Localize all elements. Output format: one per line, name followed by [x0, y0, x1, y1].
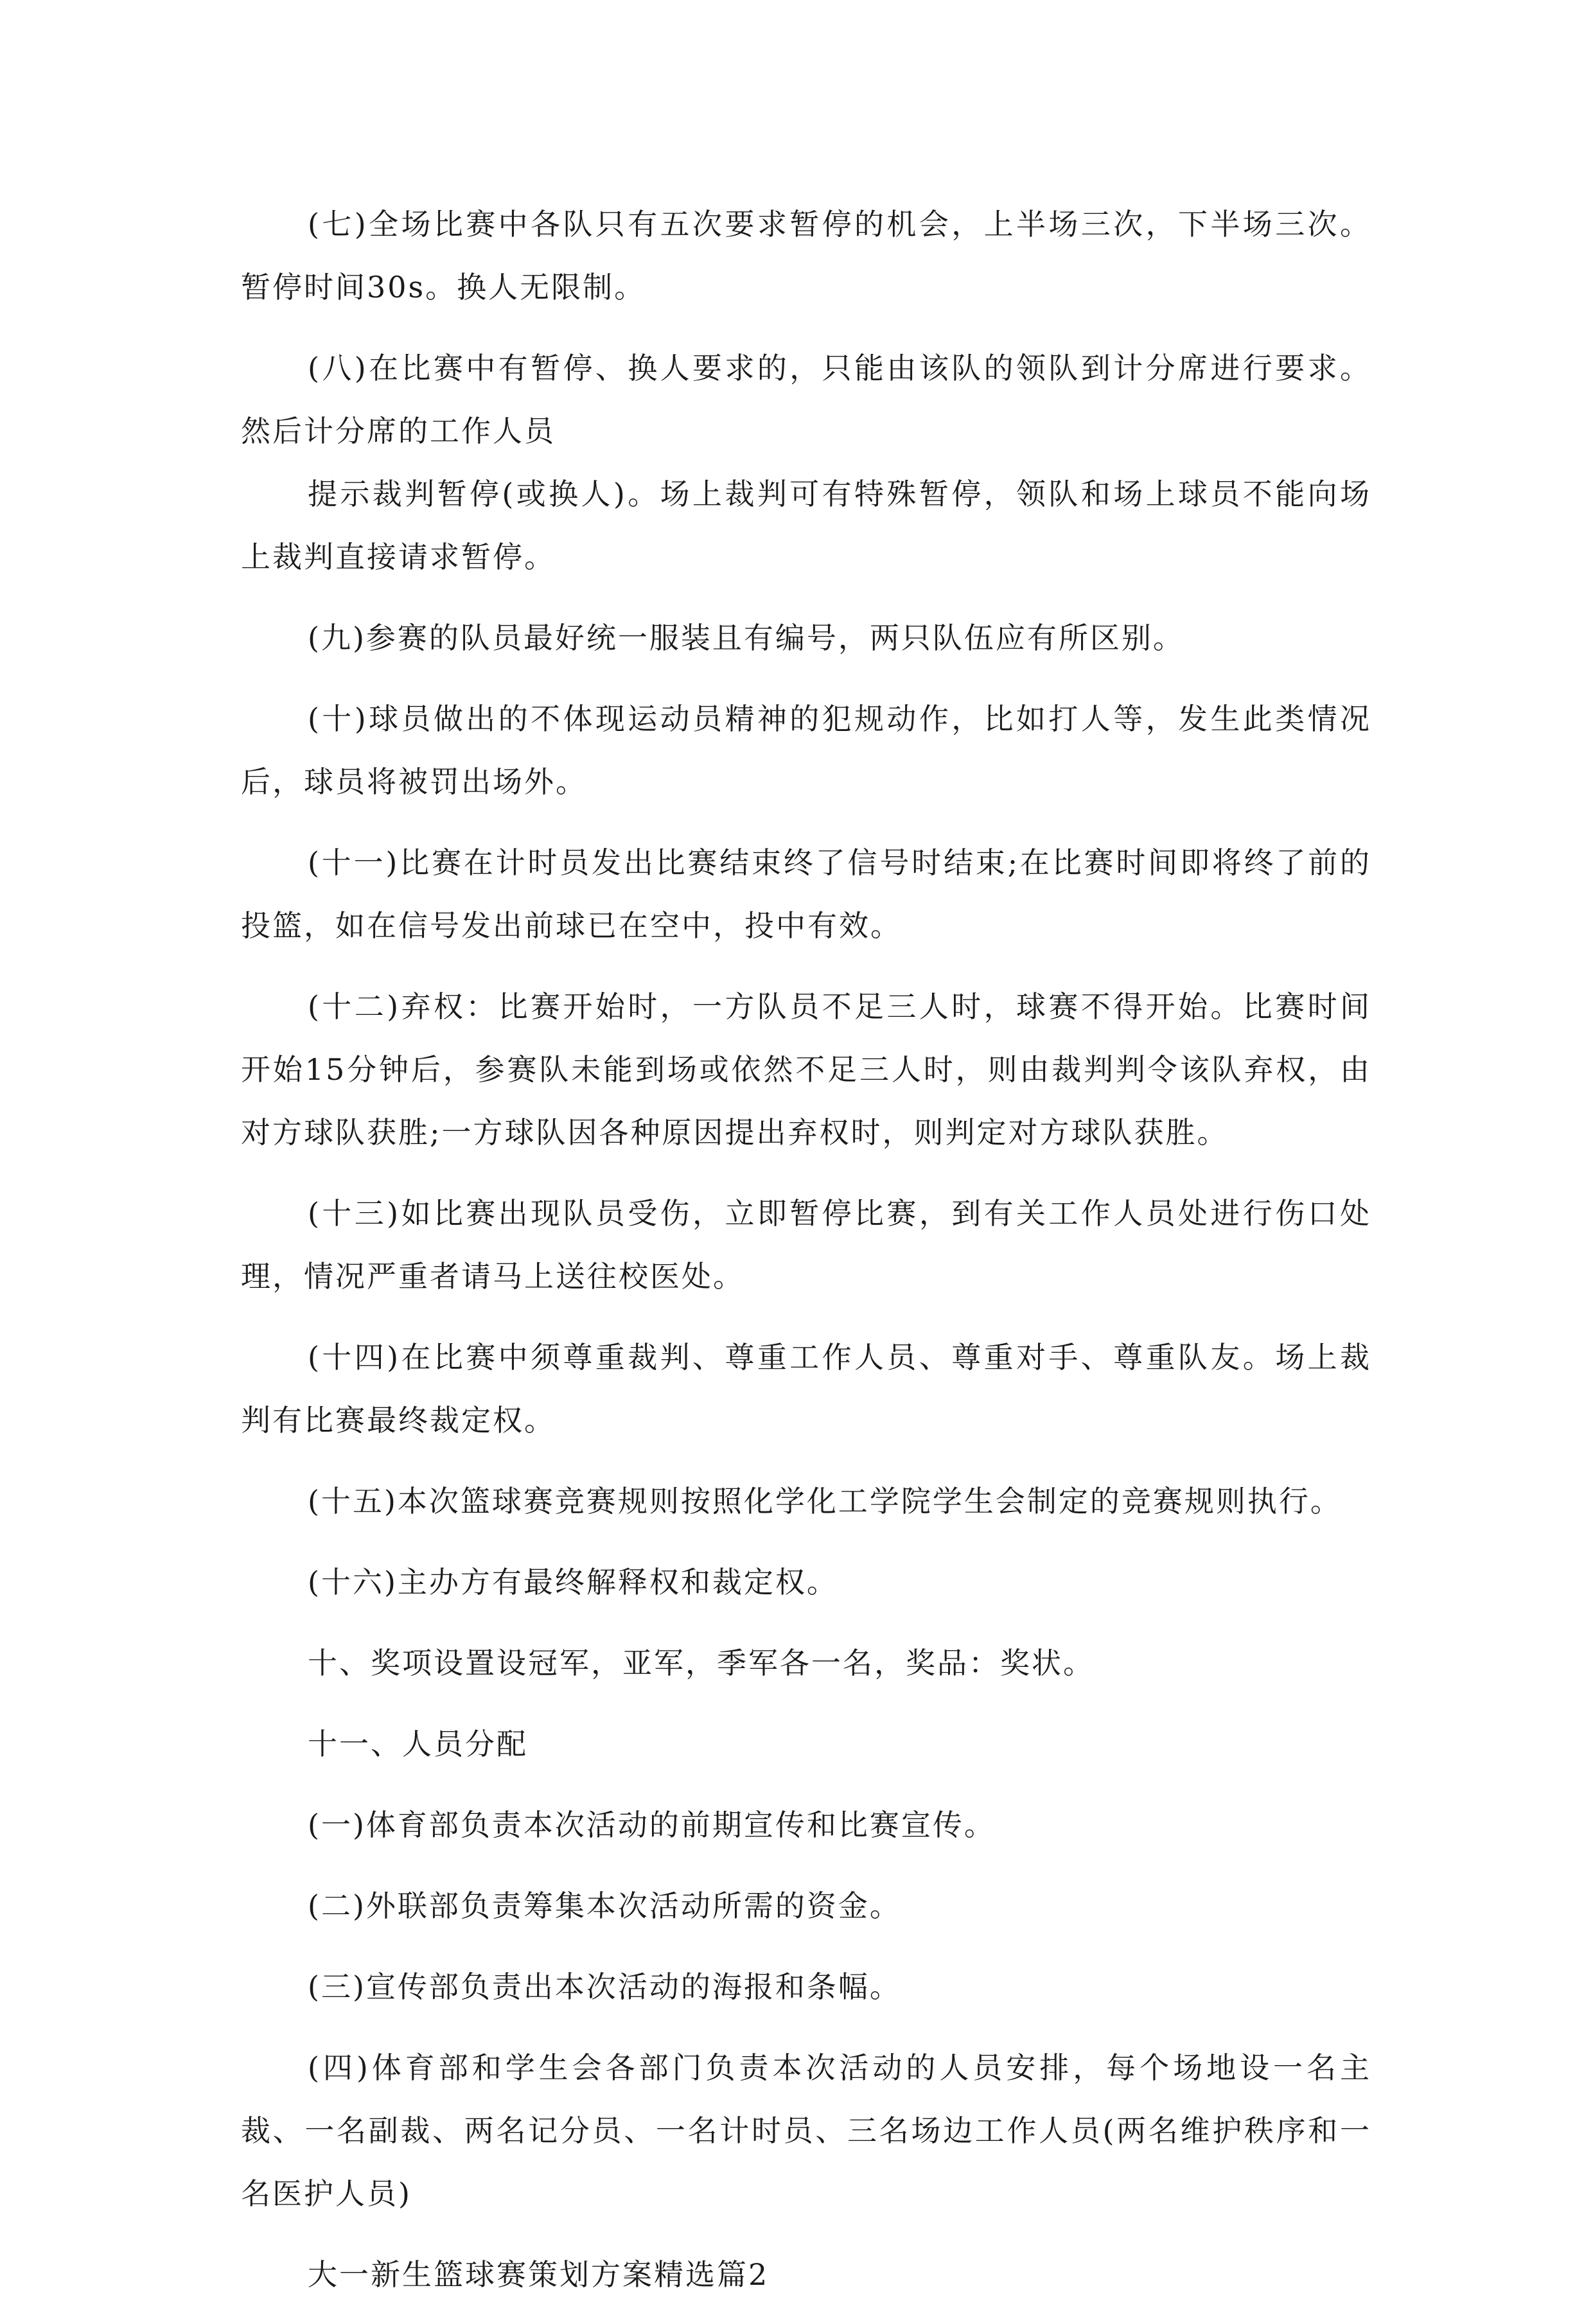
staffing-item-4: (四)体育部和学生会各部门负责本次活动的人员安排，每个场地设一名主裁、一名副裁、两名记分员、一名计时员、三名场边工作人员(两名维护秩序和一名医护人员) — [241, 2050, 1371, 2211]
staffing-item-1: (一)体育部负责本次活动的前期宣传和比赛宣传。 — [308, 1808, 996, 1842]
paragraph-rule-8: (八)在比赛中有暂停、换人要求的，只能由该队的领队到计分席进行要求。然后计分席的工作人员 — [241, 351, 1371, 448]
paragraph-rule-9: (九)参赛的队员最好统一服装且有编号，两只队伍应有所区别。 — [308, 621, 1184, 655]
next-section-title: 大一新生篮球赛策划方案精选篇2 — [308, 2257, 770, 2292]
paragraph-rule-14: (十四)在比赛中须尊重裁判、尊重工作人员、尊重对手、尊重队友。场上裁判有比赛最终裁定权。 — [241, 1340, 1371, 1438]
paragraph-rule-7: (七)全场比赛中各队只有五次要求暂停的机会，上半场三次，下半场三次。暂停时间30s。换人无限制。 — [241, 207, 1371, 304]
paragraph-rule-12: (十二)弃权：比赛开始时，一方队员不足三人时，球赛不得开始。比赛时间开始15分钟后，参赛队未能到场或依然不足三人时，则由裁判判令该队弃权，由对方球队获胜;一方球队因各种原因提出弃权时，则判定对方球队获胜。 — [241, 989, 1371, 1150]
staffing-item-3: (三)宣传部负责出本次活动的海报和条幅。 — [308, 1969, 901, 2004]
paragraph-rule-15: (十五)本次篮球赛竞赛规则按照化学化工学院学生会制定的竞赛规则执行。 — [308, 1484, 1342, 1519]
section-staffing-heading: 十一、人员分配 — [308, 1727, 528, 1761]
staffing-item-2: (二)外联部负责筹集本次活动所需的资金。 — [308, 1888, 901, 1923]
paragraph-rule-8-continued: 提示裁判暂停(或换人)。场上裁判可有特殊暂停，领队和场上球员不能向场上裁判直接请求暂停。 — [241, 477, 1371, 574]
section-awards: 十、奖项设置设冠军，亚军，季军各一名，奖品：奖状。 — [308, 1646, 1095, 1680]
document-body — [241, 193, 1371, 2324]
paragraph-rule-10: (十)球员做出的不体现运动员精神的犯规动作，比如打人等，发生此类情况后，球员将被罚出场外。 — [241, 701, 1371, 799]
paragraph-rule-11: (十一)比赛在计时员发出比赛结束终了信号时结束;在比赛时间即将终了前的投篮，如在信号发出前球已在空中，投中有效。 — [241, 845, 1371, 943]
paragraph-rule-13: (十三)如比赛出现队员受伤，立即暂停比赛，到有关工作人员处进行伤口处理，情况严重者请马上送往校医处。 — [241, 1196, 1371, 1294]
paragraph-rule-16: (十六)主办方有最终解释权和裁定权。 — [308, 1565, 838, 1599]
